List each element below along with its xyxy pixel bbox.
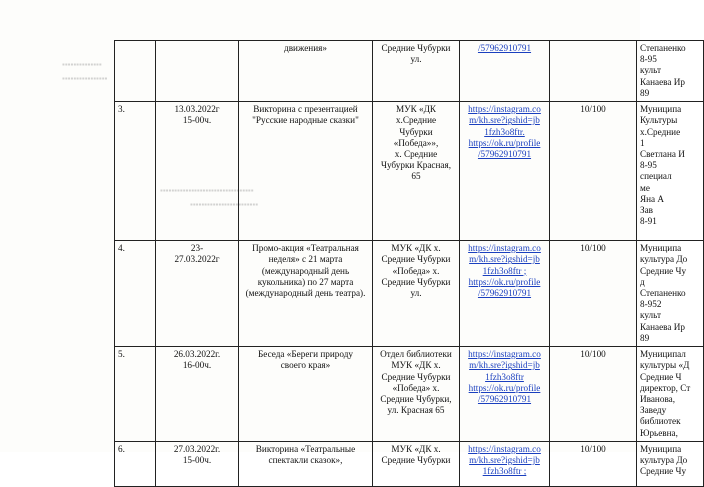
- link-text[interactable]: https://instagram.co: [468, 104, 541, 115]
- place-line: ул.: [410, 287, 422, 298]
- table-row: [115, 41, 704, 102]
- resp-line: 8-952: [640, 299, 662, 310]
- date-line: 16-00ч.: [182, 360, 212, 371]
- row-number: 6.: [115, 441, 156, 486]
- table-row: [115, 102, 704, 241]
- place-line: Средние Чубурки: [381, 43, 451, 53]
- resp-line: д: [640, 276, 645, 287]
- date-line: 27.03.2022г: [174, 254, 220, 265]
- resp-line: Степаненко: [640, 287, 686, 298]
- resp-line: Средние Ч: [640, 371, 682, 382]
- participant-count: [550, 41, 637, 102]
- event-name: [239, 41, 373, 102]
- event-links[interactable]: [460, 441, 550, 486]
- table-row: [115, 347, 704, 442]
- link-text[interactable]: /57962910791: [477, 287, 532, 298]
- name-line: спектакли сказок»,: [268, 455, 343, 466]
- participant-count: 10/100: [550, 102, 637, 241]
- resp-line: библиотек: [640, 416, 681, 427]
- date-line: 23-: [190, 243, 204, 254]
- resp-line: Заведу: [640, 405, 667, 416]
- event-links[interactable]: [460, 241, 550, 347]
- link-text[interactable]: m/kh.sre?igshid=jb: [469, 115, 540, 126]
- resp-line: культура До: [640, 455, 688, 466]
- event-date: [156, 347, 239, 442]
- resp-line: специал: [640, 171, 672, 182]
- event-place: [373, 241, 460, 347]
- place-line: Чубурки: [399, 126, 433, 137]
- link-text[interactable]: m/kh.sre?igshid=jb: [469, 360, 540, 371]
- place-line: Чубурки Красная,: [380, 160, 452, 171]
- event-date: [156, 41, 239, 102]
- event-links[interactable]: [460, 41, 550, 102]
- name-line: "Русские народные сказки": [252, 115, 359, 126]
- event-place: [373, 347, 460, 442]
- place-line: «Победа»»,: [393, 137, 439, 148]
- event-links[interactable]: [460, 347, 550, 442]
- link-text[interactable]: /57962910791: [477, 393, 532, 404]
- date-line: 13.03.2022г: [174, 104, 220, 115]
- event-name: [239, 241, 373, 347]
- name-line: Викторина «Театральные: [255, 443, 356, 454]
- link-text[interactable]: https://instagram.co: [468, 443, 541, 454]
- resp-line: 8-95: [640, 54, 657, 65]
- resp-line: Средние Чу: [640, 265, 687, 276]
- resp-line: Муниципал: [640, 349, 686, 360]
- place-line: ул.: [410, 54, 422, 65]
- place-line: Средние Чубурки: [381, 254, 451, 265]
- place-line: ул. Красная 65: [387, 405, 445, 416]
- name-line: Викторина с презентацией: [253, 104, 358, 115]
- date-line: 27.03.2022г.: [173, 443, 221, 454]
- row-number: 5.: [115, 347, 156, 442]
- place-line: Средние Чубурки: [381, 371, 451, 382]
- place-line: х. Средние: [394, 148, 438, 159]
- name-line: кукольника) по 27 марта: [257, 276, 354, 287]
- place-line: Отдел библиотеки: [380, 349, 452, 360]
- date-line: 26.03.2022г.: [173, 349, 221, 360]
- link-text[interactable]: 1fzh3o8ftr.: [484, 126, 525, 137]
- resp-line: х.Средние: [640, 126, 681, 137]
- resp-line: Степаненко: [640, 43, 686, 53]
- link-text[interactable]: /57962910791: [477, 43, 532, 53]
- resp-line: Иванова,: [640, 393, 676, 404]
- event-links[interactable]: [460, 102, 550, 241]
- responsible-person: [637, 241, 704, 347]
- place-line: Средние Чубурки: [381, 276, 451, 287]
- event-place: [373, 41, 460, 102]
- resp-line: 1: [640, 137, 645, 148]
- table-row: [115, 441, 704, 486]
- resp-line: культуры «Д: [640, 360, 690, 371]
- resp-line: культура До: [640, 254, 688, 265]
- schedule-table: [114, 40, 704, 487]
- participant-count: 10/100: [550, 441, 637, 486]
- link-text[interactable]: https://ok.ru/profile: [468, 137, 541, 148]
- resp-line: Светлана И: [640, 148, 685, 159]
- link-text[interactable]: m/kh.sre?igshid=jb: [469, 455, 540, 466]
- link-text[interactable]: m/kh.sre?igshid=jb: [469, 254, 540, 265]
- resp-line: ме: [640, 182, 650, 193]
- place-line: «Победа» х.: [392, 382, 440, 393]
- place-line: МУК «ДК х.: [391, 243, 441, 254]
- date-line: 15-00ч.: [182, 115, 212, 126]
- participant-count: 10/100: [550, 347, 637, 442]
- name-line: Беседа «Береги природу: [258, 349, 353, 360]
- place-line: х.Средние: [395, 115, 437, 126]
- place-line: 65: [411, 171, 421, 182]
- bleed-through-text: ▪▪▪▪▪▪▪▪▪▪▪▪▪▪▪▪▪▪▪▪▪▪▪▪▪▪▪▪▪▪▪▪▪: [160, 186, 254, 195]
- name-line: Промо-акция «Театральная: [252, 243, 359, 254]
- participant-count: 10/100: [550, 241, 637, 347]
- link-text[interactable]: https://ok.ru/profile: [468, 382, 541, 393]
- link-text[interactable]: 1fzh3o8ftr ;: [482, 265, 527, 276]
- responsible-person: [637, 441, 704, 486]
- resp-line: 8-95: [640, 160, 657, 171]
- row-number: [115, 41, 156, 102]
- event-date: [156, 241, 239, 347]
- name-line: (международный день: [261, 265, 350, 276]
- event-date: [156, 102, 239, 241]
- link-text[interactable]: https://ok.ru/profile: [468, 276, 541, 287]
- bleed-through-text: ▪▪▪▪▪▪▪▪▪▪▪▪▪▪: [62, 60, 102, 69]
- resp-line: директор, Ст: [640, 382, 691, 393]
- event-place: [373, 441, 460, 486]
- resp-line: культ: [640, 65, 661, 76]
- resp-line: 8-91: [640, 216, 657, 227]
- responsible-person: [637, 41, 704, 102]
- row-number: 4.: [115, 241, 156, 347]
- bleed-through-text: ▪▪▪▪▪▪▪▪▪▪▪▪▪▪▪▪▪▪▪▪▪▪▪▪: [190, 200, 259, 209]
- name-line: движения»: [284, 43, 327, 53]
- responsible-person: [637, 347, 704, 442]
- event-name: [239, 102, 373, 241]
- event-place: [373, 102, 460, 241]
- resp-line: Средние Чу: [640, 466, 687, 477]
- place-line: МУК «ДК х.: [391, 360, 441, 371]
- name-line: своего края»: [280, 360, 331, 371]
- resp-line: Канаева Ир: [640, 321, 685, 332]
- resp-line: Канаева Ир: [640, 76, 685, 87]
- resp-line: Юрьевна,: [640, 427, 678, 438]
- resp-line: Культуры: [640, 115, 678, 126]
- resp-line: 89: [640, 332, 650, 343]
- responsible-person: [637, 102, 704, 241]
- link-text[interactable]: 1fzh3o8ftr: [485, 371, 524, 382]
- name-line: (международный день театра).: [245, 287, 366, 298]
- resp-line: Муниципа: [640, 443, 682, 454]
- event-name: [239, 441, 373, 486]
- table-row: [115, 241, 704, 347]
- date-line: 15-00ч.: [182, 455, 212, 466]
- resp-line: Яна А: [640, 193, 665, 204]
- resp-line: Муниципа: [640, 104, 682, 115]
- row-number: 3.: [115, 102, 156, 241]
- link-text[interactable]: /57962910791: [477, 148, 532, 159]
- place-line: Средние Чубурки: [381, 455, 451, 466]
- resp-line: культ: [640, 310, 661, 321]
- link-text[interactable]: 1fzh3o8ftr ;: [482, 466, 527, 477]
- name-line: неделя» с 21 марта: [268, 254, 343, 265]
- resp-line: Муниципа: [640, 243, 682, 254]
- place-line: «Победа» х.: [392, 265, 440, 276]
- place-line: МУК «ДК: [395, 104, 437, 115]
- event-name: [239, 347, 373, 442]
- link-text[interactable]: https://instagram.co: [468, 243, 541, 254]
- link-text[interactable]: https://instagram.co: [468, 349, 541, 360]
- resp-line: 89: [640, 87, 650, 98]
- bleed-through-text: ▪▪▪▪▪▪▪▪▪▪▪▪▪▪▪▪: [62, 74, 108, 83]
- place-line: МУК «ДК х.: [391, 443, 441, 454]
- resp-line: Зав: [640, 205, 654, 216]
- event-date: [156, 441, 239, 486]
- place-line: Средние Чубурки,: [380, 393, 452, 404]
